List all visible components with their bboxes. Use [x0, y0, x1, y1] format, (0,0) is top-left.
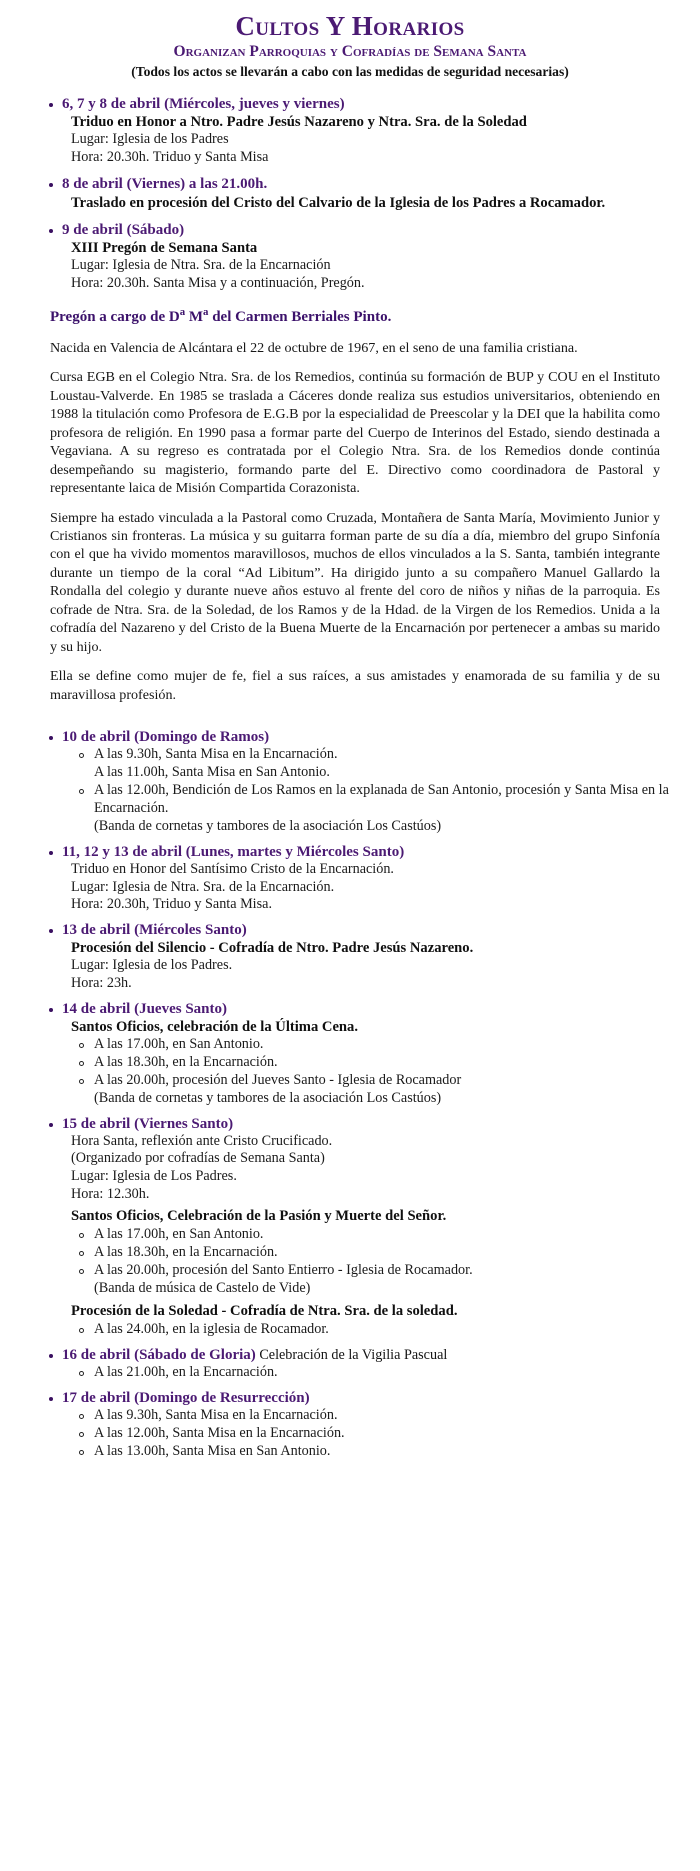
event-title: Triduo en Honor a Ntro. Padre Jesús Nazareno y Ntra. Sra. de la Soledad — [71, 114, 527, 131]
sub-list — [62, 1364, 678, 1382]
bullet-icon — [49, 851, 53, 855]
safety-note: (Todos los actos se llevarán a cabo con las medidas de seguridad necesarias) — [131, 63, 569, 79]
list-item — [22, 1115, 678, 1339]
bullet-icon — [49, 1397, 53, 1401]
biography-paragraph: Siempre ha estado vinculada a la Pastoral como Cruzada, Montañera de Santa María, Movimiento Junior y Cristianos sin fronteras. La música y su guitarra forman parte de su día a día, miembro del grupo Sinfonía con el que ha vivido momentos maravillosos, muchos de ellos vinculados a la S. Santa, también integrante durante un tiempo de la coral “Ad Libitum”. Ha dirigido junto a su compañero Manuel Gallardo la Rondalla del colegio y durante nueve años estuvo al frente del coro de niños y niñas de la parroquia. Es cofrade de Ntra. Sra. de la Soledad, de los Ramos y de la Hdad. de la Virgen de los Remedios. Unida a la cofradía del Nazareno y del Cristo de la Buena Muerte de la Encarnación por pertenecer a ambas su marido y su hijo. — [50, 509, 660, 655]
biography-section — [22, 308, 678, 704]
masthead — [22, 12, 678, 80]
sub-list-item-label: A las 11.00h, Santa Misa en San Antonio. — [94, 764, 330, 781]
list-item — [22, 1346, 678, 1382]
event-date-label: 16 de abril (Sábado de Gloria) — [62, 1346, 256, 1363]
spacer — [22, 82, 678, 95]
event-time: Hora: 20.30h. Triduo y Santa Misa — [71, 148, 269, 165]
event-date: 11, 12 y 13 de abril (Lunes, martes y Miércoles Santo) — [62, 843, 405, 860]
sub-list-item — [62, 1054, 678, 1072]
band-note: (Banda de cornetas y tambores de la asociación Los Castúos) — [94, 1089, 442, 1106]
event-organizer: (Organizado por cofradías de Semana Santa) — [71, 1150, 325, 1167]
bullet-icon — [49, 229, 53, 233]
list-item — [22, 843, 678, 914]
bullet-icon — [49, 1008, 53, 1012]
biography-paragraph: Cursa EGB en el Colegio Ntra. Sra. de los Remedios, continúa su formación de BUP y COU en el Instituto Loustau-Valverde. En 1985 se traslada a Cáceres donde realiza sus estudios universitarios, obteniendo en 1988 la titulación como Profesora de E.G.B por la especialidad de Preescolar y la DEI que la habilita como profesora de religión. En 1990 pasa a formar parte del Cuerpo de Interinos del Estado, siendo destinada a Vegaviana. A su regreso es contratada por el Colegio Ntra. Sra. de los Remedios donde continúa desempeñando su magisterio, formando parte del E. Directivo como coordinadora de Pastoral y representante laica de Misión Compartida Corazonista. — [50, 369, 660, 497]
sub-list-item-label: A las 9.30h, Santa Misa en la Encarnación. — [94, 746, 338, 763]
circle-bullet-icon — [79, 1043, 84, 1048]
sub-list-item — [62, 1262, 678, 1280]
event-date: 9 de abril (Sábado) — [62, 221, 185, 238]
event-date: 13 de abril (Miércoles Santo) — [62, 921, 247, 938]
event-title: XIII Pregón de Semana Santa — [71, 240, 258, 257]
sub-list-item — [62, 1364, 678, 1382]
event-subsection-title: Procesión de la Soledad - Cofradía de Ntra. Sra. de la soledad. — [71, 1302, 458, 1319]
sub-list-item-label: A las 20.00h, procesión del Jueves Santo - Iglesia de Rocamador — [94, 1071, 462, 1088]
bullet-icon — [49, 929, 53, 933]
sub-list-item — [62, 764, 678, 782]
circle-bullet-icon — [79, 753, 84, 758]
circle-bullet-icon — [79, 1269, 84, 1274]
sub-list-item — [62, 1244, 678, 1262]
circle-bullet-icon — [79, 1450, 84, 1455]
circle-bullet-icon — [79, 1061, 84, 1066]
sub-list-item-label: A las 9.30h, Santa Misa en la Encarnación. — [94, 1407, 338, 1424]
event-venue: Lugar: Iglesia de Ntra. Sra. de la Encarnación — [71, 257, 331, 274]
event-date-suffix: Celebración de la Vigilia Pascual — [255, 1346, 448, 1363]
circle-bullet-icon — [79, 1432, 84, 1437]
list-item — [22, 1000, 678, 1108]
circle-bullet-icon — [79, 789, 84, 794]
sub-list-item-label: A las 12.00h, Bendición de Los Ramos en la explanada de San Antonio, procesión y Santa Misa en la Encarnación. — [94, 782, 669, 817]
sub-list — [62, 1036, 678, 1090]
event-venue: Lugar: Iglesia de los Padres — [71, 131, 229, 148]
event-date: 8 de abril (Viernes) a las 21.00h. — [62, 176, 268, 193]
list-item — [22, 221, 678, 293]
event-venue: Lugar: Iglesia de los Padres. — [71, 957, 233, 974]
event-time: Hora: 12.30h. — [71, 1185, 150, 1202]
sub-list-item — [62, 782, 678, 818]
event-date: 15 de abril (Viernes Santo) — [62, 1115, 234, 1132]
circle-bullet-icon — [79, 1328, 84, 1333]
bullet-icon — [49, 183, 53, 187]
event-title: Santos Oficios, celebración de la Última Cena. — [71, 1018, 358, 1035]
event-detail: Hora Santa, reflexión ante Cristo Crucificado. — [71, 1132, 333, 1149]
circle-bullet-icon — [79, 1233, 84, 1238]
list-item — [22, 728, 678, 836]
schedule-top — [22, 95, 678, 293]
sub-list-item-label: A las 24.00h, en la iglesia de Rocamador. — [94, 1320, 329, 1337]
sub-list-item — [62, 1226, 678, 1244]
list-item — [22, 95, 678, 167]
sub-list-item — [62, 1443, 678, 1461]
event-time: Hora: 20.30h. Santa Misa y a continuación, Pregón. — [71, 274, 365, 291]
sub-list — [62, 1321, 678, 1339]
sub-list-item — [62, 1072, 678, 1090]
list-item — [22, 921, 678, 993]
event-detail: Triduo en Honor del Santísimo Cristo de la Encarnación. — [71, 861, 394, 878]
sub-list-item-label: A las 13.00h, Santa Misa en San Antonio. — [94, 1442, 331, 1459]
event-date: 17 de abril (Domingo de Resurrección) — [62, 1389, 310, 1406]
event-time: Hora: 20.30h, Triduo y Santa Misa. — [71, 896, 272, 913]
sub-list — [62, 1226, 678, 1280]
list-item — [22, 1389, 678, 1461]
sub-list-item-label: A las 18.30h, en la Encarnación. — [94, 1053, 278, 1070]
page-title: Cultos Y Horarios — [235, 11, 465, 41]
sub-list-item-label: A las 12.00h, Santa Misa en la Encarnación. — [94, 1425, 345, 1442]
biography-paragraph: Ella se define como mujer de fe, fiel a sus raíces, a sus amistades y enamorada de su familia y de su maravillosa profesión. — [50, 668, 660, 703]
schedule-bottom — [22, 728, 678, 1461]
sub-list-item-label: A las 17.00h, en San Antonio. — [94, 1035, 264, 1052]
page-subtitle: Organizan Parroquias y Cofradías de Semana Santa — [173, 42, 527, 60]
sub-list — [62, 746, 678, 818]
spacer — [22, 715, 678, 728]
circle-bullet-icon — [79, 1251, 84, 1256]
bullet-icon — [49, 736, 53, 740]
sub-list-item — [62, 1321, 678, 1339]
sub-list-item — [62, 746, 678, 764]
sub-list-item-label: A las 20.00h, procesión del Santo Entierro - Iglesia de Rocamador. — [94, 1262, 473, 1278]
biography-heading: Pregón a cargo de $D^a$ $M^a$ del Carmen Berriales Pinto. — [50, 306, 392, 326]
sub-list-item-label: A las 18.30h, en la Encarnación. — [94, 1244, 278, 1261]
sub-list-item — [62, 1425, 678, 1443]
event-venue: Lugar: Iglesia de Ntra. Sra. de la Encarnación. — [71, 878, 335, 895]
sub-list-item-label: A las 17.00h, en San Antonio. — [94, 1226, 264, 1243]
sub-list-item-label: A las 21.00h, en la Encarnación. — [94, 1363, 278, 1380]
event-title: Traslado en procesión del Cristo del Calvario de la Iglesia de los Padres a Rocamador. — [71, 194, 606, 211]
event-title: Procesión del Silencio - Cofradía de Ntro. Padre Jesús Nazareno. — [71, 940, 474, 957]
event-date — [62, 1346, 678, 1364]
event-subsection-title: Santos Oficios, Celebración de la Pasión y Muerte del Señor. — [71, 1208, 447, 1225]
event-time: Hora: 23h. — [71, 974, 132, 991]
biography-paragraph: Nacida en Valencia de Alcántara el 22 de octubre de 1967, en el seno de una familia cristiana. — [50, 339, 578, 356]
event-date: 10 de abril (Domingo de Ramos) — [62, 729, 270, 746]
list-item — [22, 175, 678, 211]
event-date: 14 de abril (Jueves Santo) — [62, 1000, 227, 1017]
bullet-icon — [49, 103, 53, 107]
event-venue: Lugar: Iglesia de Los Padres. — [71, 1168, 237, 1185]
sub-list — [62, 1407, 678, 1461]
circle-bullet-icon — [79, 1079, 84, 1084]
sub-list-item — [62, 1407, 678, 1425]
sub-list-item — [62, 1036, 678, 1054]
bullet-icon — [49, 1123, 53, 1127]
circle-bullet-icon — [79, 1414, 84, 1419]
event-date: 6, 7 y 8 de abril (Miércoles, jueves y viernes) — [62, 95, 345, 112]
bullet-icon — [49, 1354, 53, 1358]
band-note: (Banda de música de Castelo de Vide) — [94, 1279, 311, 1296]
circle-bullet-icon — [79, 1371, 84, 1376]
band-note: (Banda de cornetas y tambores de la asociación Los Castúos) — [94, 817, 442, 834]
